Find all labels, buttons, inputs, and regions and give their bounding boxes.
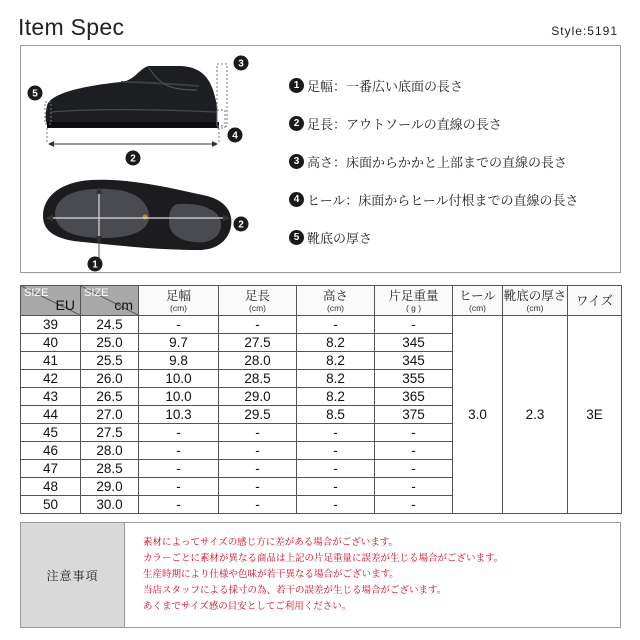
- legend-text: 足長：アウトソールの直線の長さ: [307, 117, 502, 133]
- spec-diagram-box: [20, 45, 621, 273]
- cell-heel: 3.0: [453, 316, 503, 514]
- marker-1: [88, 257, 103, 272]
- legend-text: ヒール：床面からヒール付根までの直線の長さ: [307, 193, 579, 209]
- note-line: あくまでサイズ感の目安としてご利用ください。: [143, 601, 352, 612]
- cell-foot-length: -: [219, 496, 297, 514]
- marker-3-label: 3: [238, 58, 244, 70]
- cell-cm: 25.0: [81, 334, 139, 352]
- cell-weight: -: [375, 478, 453, 496]
- legend-number: 2: [289, 116, 304, 131]
- legend-number: 4: [289, 192, 304, 207]
- cell-eu: 45: [21, 424, 81, 442]
- marker-1-label: 1: [92, 259, 98, 271]
- header-weight: 片足重量 ( g ): [375, 286, 453, 316]
- cell-foot-width: -: [139, 442, 219, 460]
- corner-size-eu: SIZE EU: [21, 286, 81, 316]
- cell-foot-width: 10.3: [139, 406, 219, 424]
- cell-height: 8.2: [297, 370, 375, 388]
- marker-5: [28, 86, 43, 101]
- cell-foot-length: -: [219, 442, 297, 460]
- cell-cm: 24.5: [81, 316, 139, 334]
- cell-height: -: [297, 424, 375, 442]
- cell-foot-length: -: [219, 478, 297, 496]
- cell-weight: 345: [375, 352, 453, 370]
- header-foot-width: 足幅 (cm): [139, 286, 219, 316]
- header-heel: ヒール (cm): [453, 286, 503, 316]
- cell-foot-length: 28.5: [219, 370, 297, 388]
- cell-height: 8.5: [297, 406, 375, 424]
- cell-cm: 25.5: [81, 352, 139, 370]
- cell-cm: 29.0: [81, 478, 139, 496]
- cell-foot-length: -: [219, 316, 297, 334]
- shoe-illustration: [21, 46, 281, 274]
- cell-foot-width: -: [139, 496, 219, 514]
- legend-number: 3: [289, 154, 304, 169]
- cell-eu: 42: [21, 370, 81, 388]
- measurement-legend: [289, 74, 578, 264]
- note-line: 当店スタッフによる採寸の為、若干の誤差が生じる場合がございます。: [143, 585, 447, 596]
- cell-foot-width: -: [139, 316, 219, 334]
- table-row: [21, 316, 622, 334]
- legend-item: [289, 226, 578, 248]
- legend-number: 1: [289, 78, 304, 93]
- notes-body: [125, 523, 503, 627]
- cell-foot-width: -: [139, 424, 219, 442]
- cell-weight: -: [375, 316, 453, 334]
- cell-foot-length: 28.0: [219, 352, 297, 370]
- cell-weight: -: [375, 442, 453, 460]
- cell-foot-width: 10.0: [139, 388, 219, 406]
- marker-5-label: 5: [32, 88, 38, 100]
- marker-4: [228, 128, 243, 143]
- page-title: Item Spec: [18, 14, 125, 40]
- cell-eu: 44: [21, 406, 81, 424]
- cell-cm: 28.5: [81, 460, 139, 478]
- header-foot-length: 足長 (cm): [219, 286, 297, 316]
- legend-text: 高さ：床面からかかと上部までの直線の長さ: [307, 155, 568, 171]
- cell-height: -: [297, 442, 375, 460]
- cell-cm: 27.5: [81, 424, 139, 442]
- table-header-row: [21, 286, 622, 316]
- marker-4-label: 4: [232, 130, 238, 142]
- cell-weight: -: [375, 460, 453, 478]
- cell-foot-width: 9.7: [139, 334, 219, 352]
- cell-eu: 39: [21, 316, 81, 334]
- cell-eu: 40: [21, 334, 81, 352]
- cell-height: 8.2: [297, 352, 375, 370]
- header-sole-thickness: 靴底の厚さ (cm): [503, 286, 568, 316]
- cell-eu: 48: [21, 478, 81, 496]
- cell-eu: 43: [21, 388, 81, 406]
- marker-2-side: [126, 151, 141, 166]
- cell-weight: -: [375, 424, 453, 442]
- marker-2-sole-label: 2: [238, 219, 244, 231]
- cell-foot-length: 29.5: [219, 406, 297, 424]
- cell-weight: 375: [375, 406, 453, 424]
- legend-number: 5: [289, 230, 304, 245]
- cell-height: 8.2: [297, 334, 375, 352]
- corner-size-cm: SIZE cm: [81, 286, 139, 316]
- cell-cm: 28.0: [81, 442, 139, 460]
- cell-height: -: [297, 460, 375, 478]
- legend-item: [289, 74, 578, 96]
- cell-height: 8.2: [297, 388, 375, 406]
- cell-cm: 27.0: [81, 406, 139, 424]
- note-line: 生産時期により仕様や色味が若干異なる場合がございます。: [143, 569, 399, 580]
- notes-box: [20, 522, 621, 628]
- cell-height: -: [297, 316, 375, 334]
- notes-label: 注意事項: [21, 523, 125, 627]
- note-line: 素材によってサイズの感じ方に差がある場合がございます。: [143, 537, 398, 548]
- legend-text: 足幅：一番広い底面の長さ: [307, 79, 464, 95]
- legend-item: [289, 112, 578, 134]
- marker-2-side-label: 2: [130, 153, 136, 165]
- header-width: ワイズ: [568, 286, 622, 316]
- cell-cm: 30.0: [81, 496, 139, 514]
- legend-text: 靴底の厚さ: [307, 231, 373, 247]
- cell-foot-width: -: [139, 478, 219, 496]
- cell-weight: -: [375, 496, 453, 514]
- cell-height: -: [297, 478, 375, 496]
- style-code: Style:5191: [551, 24, 618, 38]
- cell-foot-width: 9.8: [139, 352, 219, 370]
- cell-foot-length: -: [219, 424, 297, 442]
- shoe-side-view: [46, 66, 219, 128]
- marker-3: [234, 56, 249, 71]
- cell-eu: 50: [21, 496, 81, 514]
- marker-2-sole: [234, 217, 249, 232]
- size-table: [20, 285, 622, 514]
- cell-foot-length: 29.0: [219, 388, 297, 406]
- cell-weight: 345: [375, 334, 453, 352]
- cell-sole-thickness: 2.3: [503, 316, 568, 514]
- legend-item: [289, 188, 578, 210]
- cell-foot-length: 27.5: [219, 334, 297, 352]
- cell-cm: 26.5: [81, 388, 139, 406]
- legend-item: [289, 150, 578, 172]
- cell-foot-width: -: [139, 460, 219, 478]
- header-height: 高さ (cm): [297, 286, 375, 316]
- cell-weight: 365: [375, 388, 453, 406]
- shoe-sole-view: [43, 180, 231, 250]
- cell-foot-width: 10.0: [139, 370, 219, 388]
- cell-height: -: [297, 496, 375, 514]
- cell-width: 3E: [568, 316, 622, 514]
- cell-foot-length: -: [219, 460, 297, 478]
- cell-eu: 41: [21, 352, 81, 370]
- cell-weight: 355: [375, 370, 453, 388]
- cell-cm: 26.0: [81, 370, 139, 388]
- cell-eu: 47: [21, 460, 81, 478]
- note-line: カラーごとに素材が異なる商品は上記の片足重量に誤差が生じる場合がございます。: [143, 553, 504, 564]
- cell-eu: 46: [21, 442, 81, 460]
